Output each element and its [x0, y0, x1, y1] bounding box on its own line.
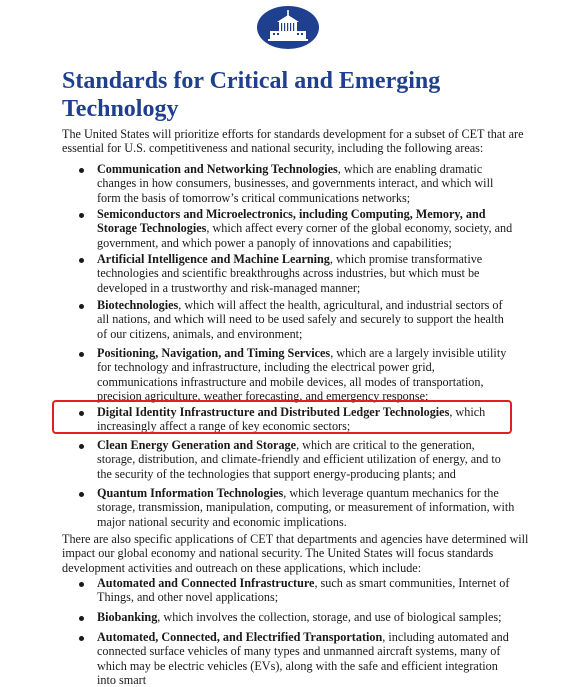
- white-house-seal-icon: [257, 6, 319, 49]
- list-item-text: Positioning, Navigation, and Timing Services, which are a largely invisible utility for technology and infrastructure, including the electrical power grid, communications infrastructure and mobile devices, all modes of transportation, precision agriculture, weather forecasting, and emergency response;: [97, 346, 507, 403]
- bullet-icon: [79, 444, 84, 449]
- list-item-text: Biobanking, which involves the collection, storage, and use of biological samples;: [97, 610, 502, 624]
- bullet-icon: [79, 582, 84, 587]
- list-item-text: Quantum Information Technologies, which leverage quantum mechanics for the storage, transmission, manipulation, computing, or measurement of information, with major national security and economic implications.: [97, 486, 515, 529]
- bullet-icon: [79, 168, 84, 173]
- intro-paragraph: The United States will prioritize efforts for standards development for a subset of CET that are essential for U.S. competitiveness and national security, including the following areas:: [62, 127, 524, 156]
- list-item-text: Biotechnologies, which will affect the health, agricultural, and industrial sectors of all nations, and which will need to be used safely and securely to support the health of our citizens, animals, and environment;: [97, 298, 504, 341]
- bullet-icon: [79, 616, 84, 621]
- list-item-text: Automated, Connected, and Electrified Transportation, including automated and connected surface vehicles of many types and unmanned aircraft systems, many of which may be electric vehicles (EVs), along with the safe and efficient integration into smart: [97, 630, 509, 687]
- list-item-text: Automated and Connected Infrastructure, such as smart communities, Internet of Things, and other novel applications;: [97, 576, 510, 605]
- list-item-text: Communication and Networking Technologies, which are enabling dramatic changes in how consumers, businesses, and governments interact, and which will form the basis of tomorrow’s critical communications networks;: [97, 162, 494, 205]
- bullet-icon: [79, 352, 84, 357]
- applications-intro-paragraph: There are also specific applications of CET that departments and agencies have determined will impact our global economy and national security. The United States will focus standards development activities and outreach on these applications, which include:: [62, 532, 529, 575]
- highlight-annotation: [52, 400, 512, 434]
- list-item-text: Clean Energy Generation and Storage, which are critical to the generation, storage, distribution, and climate-friendly and efficient utilization of energy, and to the security of the technologies that support energy-producing plants; and: [97, 438, 501, 481]
- page-title: Standards for Critical and Emerging Technology: [62, 68, 441, 122]
- bullet-icon: [79, 304, 84, 309]
- list-item-text: Artificial Intelligence and Machine Learning, which promise transformative technologies and scientific breakthroughs across industries, but which must be developed in a trustworthy and risk-managed manner;: [97, 252, 483, 295]
- bullet-icon: [79, 258, 84, 263]
- list-item-text: Semiconductors and Microelectronics, including Computing, Memory, and Storage Technologies, which affect every corner of the global economy, society, and government, and which power a panoply of innovations and capabilities;: [97, 207, 513, 250]
- list-item-text: Digital Identity Infrastructure and Distributed Ledger Technologies, which increasingly affect a range of key economic sectors;: [97, 405, 486, 434]
- bullet-icon: [79, 636, 84, 641]
- bullet-icon: [79, 492, 84, 497]
- bullet-icon: [79, 213, 84, 218]
